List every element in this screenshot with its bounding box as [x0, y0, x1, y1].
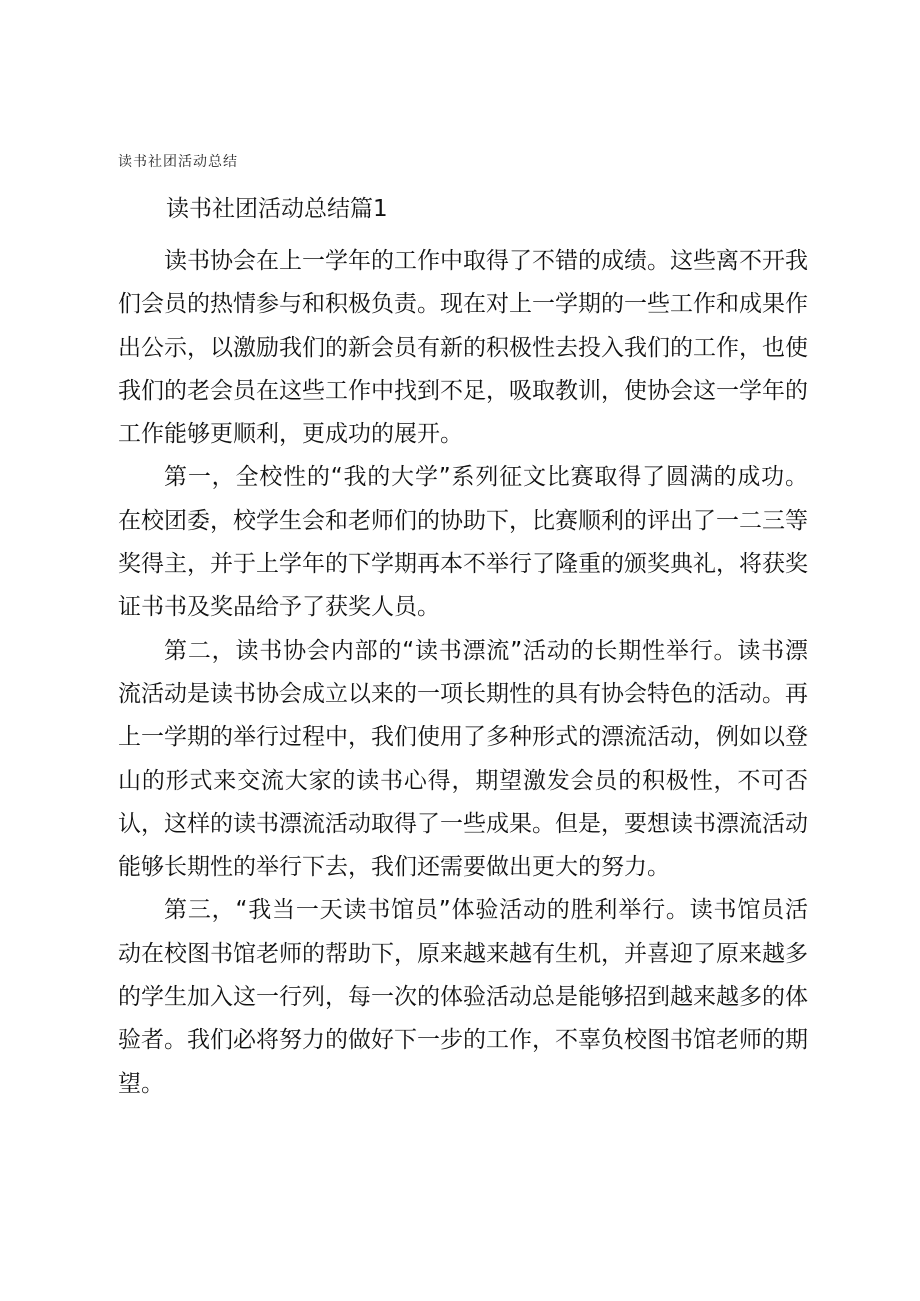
document-body — [118, 240, 808, 1106]
paragraph-second: 第二，读书协会内部的“读书漂流”活动的长期性举行。读书漂流活动是读书协会成立以来的一项长期性的具有协会特色的活动。再上一学期的举行过程中，我们使用了多种形式的漂流活动，例如以登山的形式来交流大家的读书心得，期望激发会员的积极性，不可否认，这样的读书漂流活动取得了一些成果。但是，要想读书漂流活动能够长期性的举行下去，我们还需要做出更大的努力。 — [118, 637, 808, 881]
paragraph-intro: 读书协会在上一学年的工作中取得了不错的成绩。这些离不开我们会员的热情参与和积极负责。现在对上一学期的一些工作和成果作出公示，以激励我们的新会员有新的积极性去投入我们的工作，也使我们的老会员在这些工作中找到不足，吸取教训，使协会这一学年的工作能够更顺利，更成功的展开。 — [118, 248, 808, 448]
document-header-title: 读书社团活动总结 — [118, 154, 238, 170]
paragraph-third: 第三，“我当一天读书馆员”体验活动的胜利举行。读书馆员活动在校图书馆老师的帮助下，原来越来越有生机，并喜迎了原来越多的学生加入这一行列，每一次的体验活动总是能够招到越来越多的体验者。我们必将努力的做好下一步的工作，不辜负校图书馆老师的期望。 — [118, 897, 808, 1097]
paragraph-first: 第一，全校性的“我的大学”系列征文比赛取得了圆满的成功。在校团委，校学生会和老师们的协助下，比赛顺利的评出了一二三等奖得主，并于上学年的下学期再本不举行了隆重的颁奖典礼，将获奖证书书及奖品给予了获奖人员。 — [118, 464, 808, 621]
document-main-title: 读书社团活动总结篇1 — [166, 196, 388, 222]
